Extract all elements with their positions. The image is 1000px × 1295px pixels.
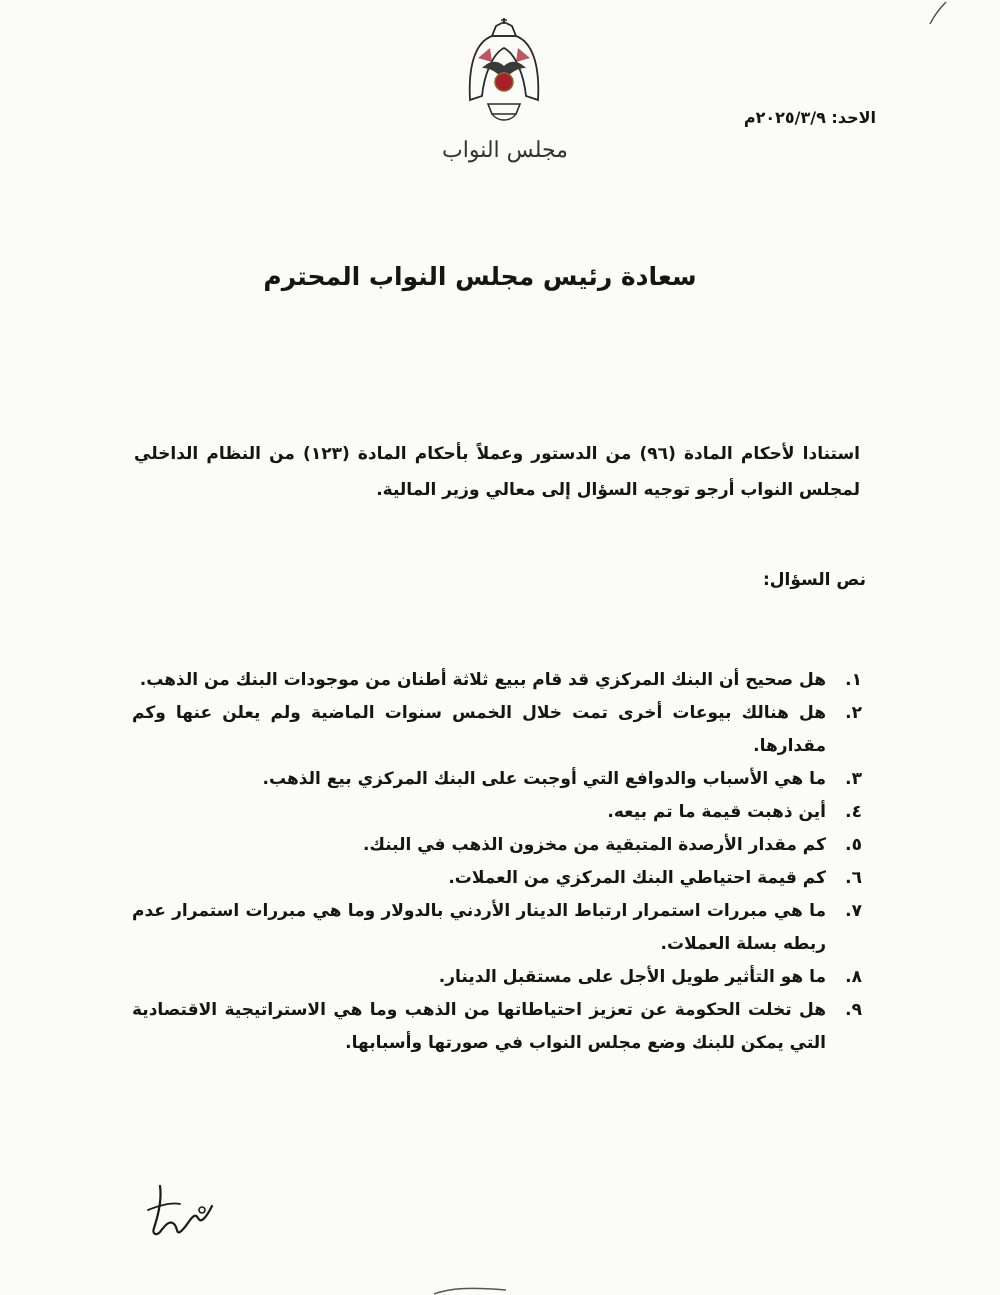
question-heading: نص السؤال: (762, 570, 866, 590)
question-text: هل صحيح أن البنك المركزي قد قام ببيع ثلاثة أطنان من موجودات البنك من الذهب. (139, 670, 826, 690)
salutation-heading: سعادة رئيس مجلس النواب المحترم (263, 262, 697, 291)
question-text: هل تخلت الحكومة عن تعزيز احتياطاتها من الذهب وما هي الاستراتيجية الاقتصادية التي يمكن للبنك وضع مجلس النواب في صورتها وأسبابها. (132, 1000, 826, 1053)
question-text: أين ذهبت قيمة ما تم بيعه. (607, 802, 826, 822)
question-number: ٥. (845, 835, 862, 855)
question-item (132, 994, 862, 1060)
question-item (132, 664, 862, 697)
question-item (132, 829, 862, 862)
question-item (132, 796, 862, 829)
question-number: ٣. (845, 769, 862, 789)
question-text: هل هنالك بيوعات أخرى تمت خلال الخمس سنوات الماضية ولم يعلن عنها وكم مقدارها. (132, 703, 826, 756)
question-item (132, 697, 862, 763)
council-name: مجلس النواب (442, 138, 568, 163)
question-text: ما هي الأسباب والدوافع التي أوجبت على البنك المركزي بيع الذهب. (262, 769, 826, 789)
question-item (132, 862, 862, 895)
question-item (132, 961, 862, 994)
question-text: ما هو التأثير طويل الأجل على مستقبل الدينار. (438, 967, 826, 987)
pencil-mark-icon (926, 0, 950, 26)
question-text: كم مقدار الأرصدة المتبقية من مخزون الذهب في البنك. (362, 835, 826, 855)
question-number: ٧. (845, 901, 862, 921)
intro-paragraph: استنادا لأحكام المادة (٩٦) من الدستور وعملاً بأحكام المادة (١٢٣) من النظام الداخلي لمجلس النواب أرجو توجيه السؤال إلى معالي وزير المالية. (134, 444, 860, 500)
coat-of-arms-icon (462, 18, 546, 126)
question-number: ٩. (845, 1000, 862, 1020)
handwritten-signature (140, 1180, 220, 1240)
question-item (132, 763, 862, 796)
document-date: الاحد: ٢٠٢٥/٣/٩م (743, 108, 876, 127)
footer-stamp-fragment (430, 1284, 510, 1295)
question-number: ٤. (845, 802, 862, 822)
question-number: ١. (845, 670, 862, 690)
question-number: ٢. (845, 703, 862, 723)
question-text: ما هي مبررات استمرار ارتباط الدينار الأردني بالدولار وما هي مبررات استمرار عدم ربطه بسلة العملات. (132, 901, 826, 954)
questions-list (132, 664, 862, 1060)
question-number: ٨. (845, 967, 862, 987)
question-number: ٦. (845, 868, 862, 888)
question-item (132, 895, 862, 961)
question-text: كم قيمة احتياطي البنك المركزي من العملات. (448, 868, 826, 888)
